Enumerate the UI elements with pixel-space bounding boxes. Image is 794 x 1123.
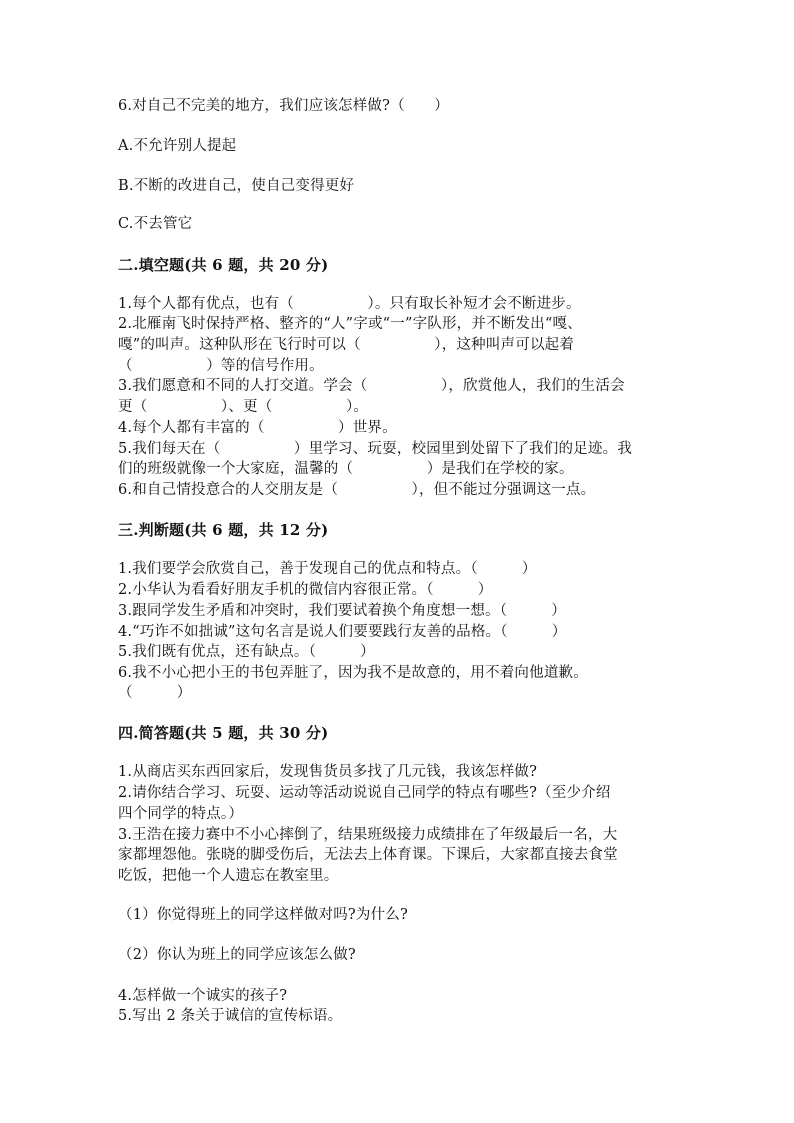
option-c: C.不去管它 bbox=[118, 216, 193, 232]
short-line: 家都埋怨他。张晓的脚受伤后，无法去上体育课。下课后，大家都直接去食堂 bbox=[118, 847, 618, 863]
fill-line: 嘎”的叫声。这种队形在飞行时可以（ ），这种叫声可以起着 bbox=[118, 337, 575, 353]
sub-question-1: （1）你觉得班上的同学这样做对吗?为什么? bbox=[118, 907, 408, 923]
short-line: 1.从商店买东西回家后，发现售货员多找了几元钱，我该怎样做? bbox=[118, 764, 538, 780]
judge-line: 6.我不小心把小王的书包弄脏了，因为我不是故意的，用不着向他道歉。 bbox=[118, 665, 588, 681]
short-section-heading: 四.简答题(共 5 题，共 30 分) bbox=[118, 724, 329, 742]
fill-line: 更（ ）、更（ ）。 bbox=[118, 399, 369, 415]
fill-line: 2.北雁南飞时保持严格、整齐的“人”字或“一”字队形，并不断发出“嘎、 bbox=[118, 316, 582, 332]
judge-line: 3.跟同学发生矛盾和冲突时，我们要试着换个角度想一想。（ ） bbox=[118, 603, 566, 619]
short-question-4: 4.怎样做一个诚实的孩子? bbox=[118, 988, 288, 1004]
option-b: B.不断的改进自己，使自己变得更好 bbox=[118, 178, 355, 194]
fill-line: 5.我们每天在（ ）里学习、玩耍，校园里到处留下了我们的足迹。我 bbox=[118, 441, 633, 457]
fill-line: 们的班级就像一个大家庭，温馨的（ ）是我们在学校的家。 bbox=[118, 461, 574, 477]
short-line: 四个同学的特点。） bbox=[118, 806, 244, 822]
short-question-5: 5.写出 2 条关于诚信的宣传标语。 bbox=[118, 1008, 343, 1024]
short-line: 2.请你结合学习、玩耍、运动等活动说说自己同学的特点有哪些?（至少介绍 bbox=[118, 785, 611, 801]
short-line: 3.王浩在接力赛中不小心摔倒了，结果班级接力成绩排在了年级最后一名，大 bbox=[118, 827, 618, 843]
judge-line: 1.我们要学会欣赏自己，善于发现自己的优点和特点。（ ） bbox=[118, 561, 537, 577]
fill-line: 3.我们愿意和不同的人打交道。学会（ ），欣赏他人，我们的生活会 bbox=[118, 378, 625, 394]
judge-line: 5.我们既有优点，还有缺点。（ ） bbox=[118, 644, 375, 660]
sub-question-2: （2）你认为班上的同学应该怎么做? bbox=[118, 947, 356, 963]
question-6: 6.对自己不完美的地方，我们应该怎样做?（ ） bbox=[118, 98, 449, 114]
fill-line: 4.每个人都有丰富的（ ）世界。 bbox=[118, 420, 397, 436]
fill-line: 1.每个人都有优点，也有（ ）。只有取长补短才会不断进步。 bbox=[118, 296, 581, 312]
short-line: 吃饭，把他一个人遗忘在教室里。 bbox=[118, 868, 339, 884]
judge-line: 2.小华认为看看好朋友手机的微信内容很正常。（ ） bbox=[118, 582, 493, 598]
option-a: A.不允许别人提起 bbox=[118, 138, 237, 154]
judge-line: （ ） bbox=[118, 685, 192, 701]
judge-line: 4.“巧诈不如拙诚”这句名言是说人们要要践行友善的品格。（ ） bbox=[118, 624, 567, 640]
fill-line: （ ）等的信号作用。 bbox=[118, 358, 324, 374]
fill-section-heading: 二.填空题(共 6 题，共 20 分) bbox=[118, 256, 329, 274]
fill-line: 6.和自己情投意合的人交朋友是（ ），但不能过分强调这一点。 bbox=[118, 482, 596, 498]
judge-section-heading: 三.判断题(共 6 题，共 12 分) bbox=[118, 521, 329, 539]
